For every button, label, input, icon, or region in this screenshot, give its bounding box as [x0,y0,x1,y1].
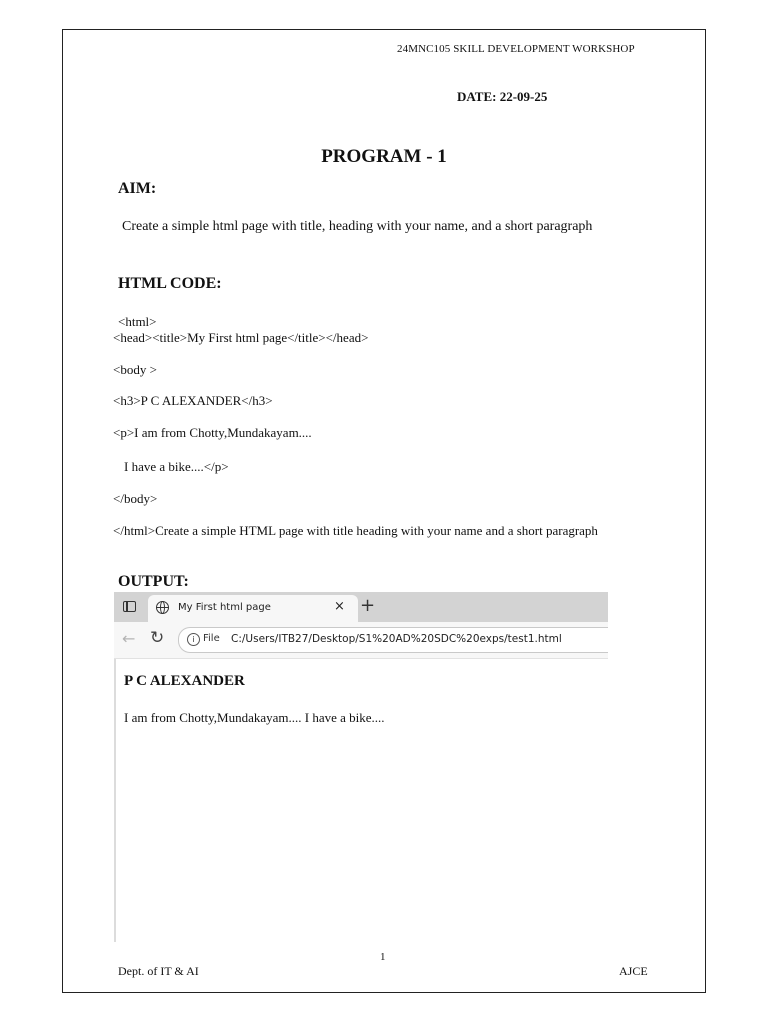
aim-heading: AIM: [118,180,157,197]
globe-icon [156,601,169,614]
code-line: <body > [113,362,157,377]
rendered-paragraph: I am from Chotty,Mundakayam.... I have a bike.... [124,710,385,725]
page-title: PROGRAM - 1 [321,146,447,167]
page-number: 1 [380,951,386,963]
code-line: <head><title>My First html page</title></head> [113,330,369,345]
file-label: File [203,633,220,644]
browser-tab-bar [114,592,608,622]
close-icon[interactable]: × [334,599,345,614]
code-line: I have a bike....</p> [124,459,229,474]
date: DATE: 22-09-25 [457,89,548,104]
course-header: 24MNC105 SKILL DEVELOPMENT WORKSHOP [397,43,635,55]
url-input[interactable] [178,627,608,653]
new-tab-icon[interactable]: + [360,595,376,616]
code-line: <html> [118,314,157,329]
output-heading: OUTPUT: [118,573,189,590]
rendered-heading: P C ALEXANDER [124,673,245,689]
reload-icon[interactable]: ↻ [150,628,165,648]
code-heading: HTML CODE: [118,275,222,292]
address-bar [114,622,608,659]
browser-screenshot [114,592,608,942]
code-line: </html>Create a simple HTML page with title heading with your name and a short paragraph [113,523,598,538]
info-icon[interactable]: i [187,633,200,646]
code-line: <h3>P C ALEXANDER</h3> [113,393,273,408]
aim-text: Create a simple html page with title, heading with your name, and a short paragraph [122,219,593,234]
code-line: <p>I am from Chotty,Mundakayam.... [113,425,312,440]
url-text: C:/Users/ITB27/Desktop/S1%20AD%20SDC%20exps/test1.html [231,633,562,645]
browser-viewport [114,659,608,942]
sidebar-toggle-icon[interactable] [123,601,136,612]
footer-department: Dept. of IT & AI [118,964,199,978]
footer-college: AJCE [619,964,648,978]
tab-title: My First html page [178,602,271,613]
browser-tab[interactable] [148,595,358,622]
back-arrow-icon[interactable]: ← [122,629,136,648]
code-line: </body> [113,491,158,506]
